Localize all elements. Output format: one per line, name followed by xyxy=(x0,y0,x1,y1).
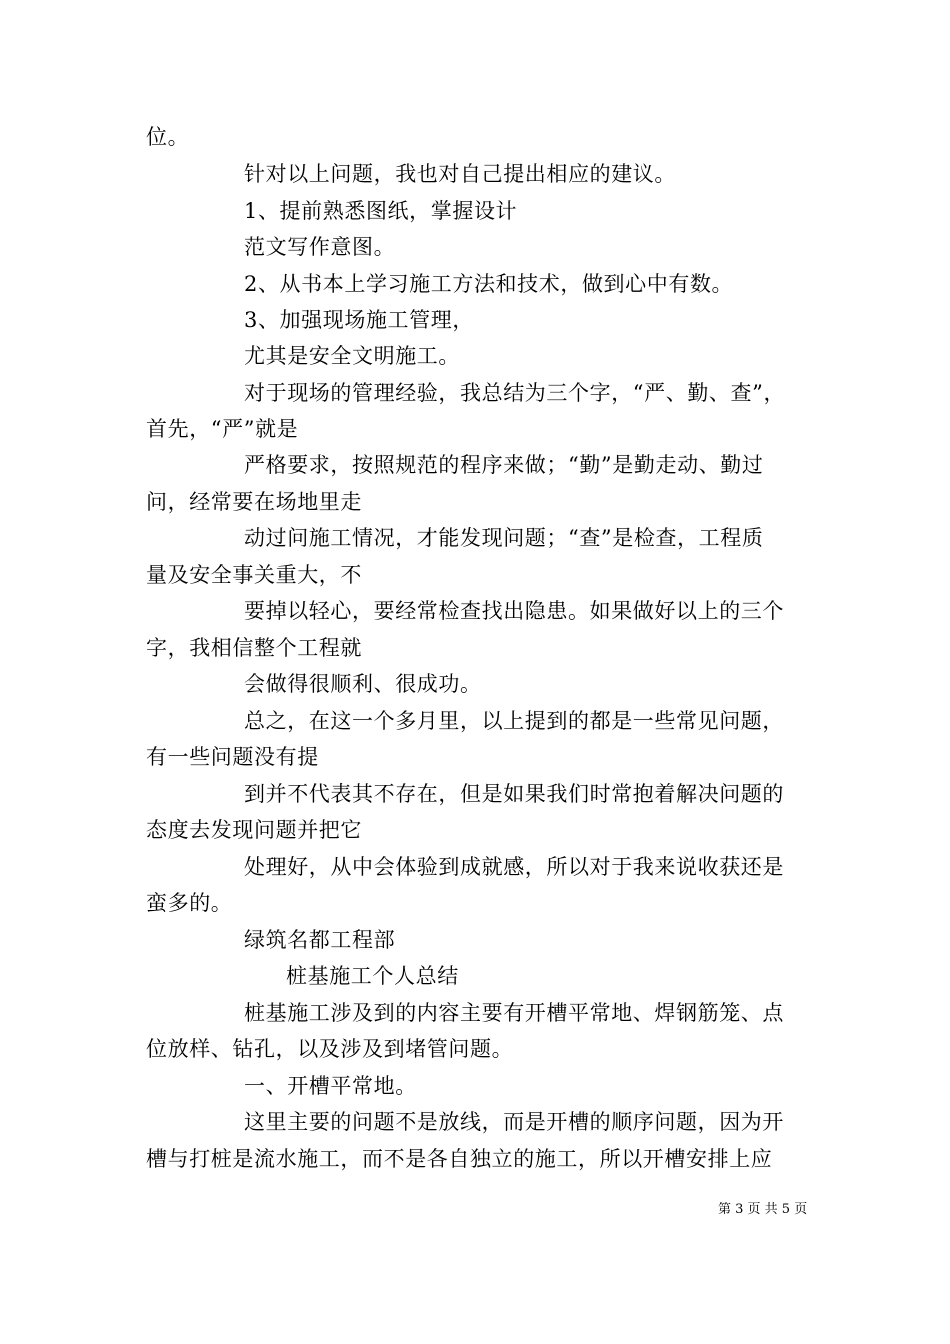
text-line: 动过问施工情况，才能发现问题；“查”是检查，工程质 xyxy=(244,526,764,550)
text-line: 字，我相信整个工程就 xyxy=(146,636,362,660)
heading-line: 一、开槽平常地。 xyxy=(244,1074,417,1098)
text-line: 3、加强现场施工管理， xyxy=(244,308,474,332)
text-line: 位放样、钻孔，以及涉及到堵管问题。 xyxy=(146,1037,514,1061)
text-line: 处理好，从中会体验到成就感，所以对于我来说收获还是 xyxy=(244,855,784,879)
text-line: 这里主要的问题不是放线，而是开槽的顺序问题，因为开 xyxy=(244,1110,784,1134)
text-line: 态度去发现问题并把它 xyxy=(146,818,362,842)
text-line: 范文写作意图。 xyxy=(244,235,396,259)
text-line: 槽与打桩是流水施工，而不是各自独立的施工，所以开槽安排上应 xyxy=(146,1147,773,1171)
text-line: 严格要求，按照规范的程序来做；“勤”是勤走动、勤过 xyxy=(244,453,764,477)
text-line: 绿筑名都工程部 xyxy=(244,928,396,952)
text-line: 桩基施工涉及到的内容主要有开槽平常地、焊钢筋笼、点 xyxy=(244,1001,784,1025)
text-line: 1、提前熟悉图纸，掌握设计 xyxy=(244,199,518,223)
text-line: 会做得很顺利、很成功。 xyxy=(244,672,482,696)
page-number: 第 3 页 共 5 页 xyxy=(718,1202,808,1217)
text-line: 首先，“严”就是 xyxy=(146,417,299,441)
text-line: 要掉以轻心，要经常检查找出隐患。如果做好以上的三个 xyxy=(244,599,784,623)
text-line: 位。 xyxy=(146,125,190,149)
text-line: 有一些问题没有提 xyxy=(146,745,319,769)
text-line: 问，经常要在场地里走 xyxy=(146,490,362,514)
text-line: 总之，在这一个多月里，以上提到的都是一些常见问题， xyxy=(244,709,784,733)
text-line: 尤其是安全文明施工。 xyxy=(244,344,460,368)
section-title: 桩基施工个人总结 xyxy=(286,964,459,988)
text-line: 2、从书本上学习施工方法和技术，做到心中有数。 xyxy=(244,272,734,296)
text-line: 蛮多的。 xyxy=(146,891,233,915)
text-line: 对于现场的管理经验，我总结为三个字，“严、勤、查”， xyxy=(244,381,786,405)
text-line: 针对以上问题，我也对自己提出相应的建议。 xyxy=(244,162,676,186)
text-line: 量及安全事关重大，不 xyxy=(146,563,362,587)
text-line: 到并不代表其不存在，但是如果我们时常抱着解决问题的 xyxy=(244,782,784,806)
